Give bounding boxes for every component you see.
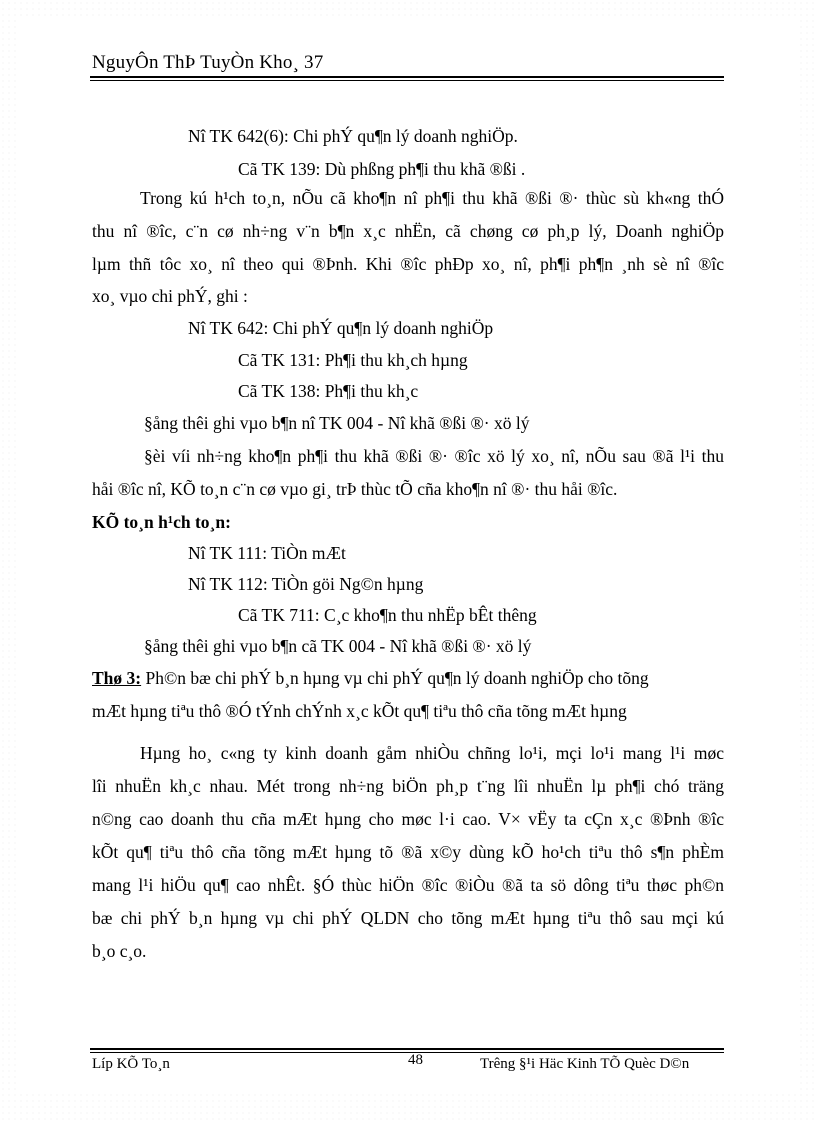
entry-note-004: §ång thêi ghi vµo b¶n nî TK 004 - Nî khã ®ßi ®· xö lý (144, 413, 530, 433)
page-area (18, 18, 798, 1093)
point-3-line (92, 668, 724, 688)
footer-divider-thin (90, 1052, 724, 1053)
paragraph-line: bæ chi phÝ b¸n hµng vµ chi phÝ QLDN cho tõng mÆt hµng tiªu thô sau mçi kú (92, 908, 724, 928)
paragraph-line: kÕt qu¶ tiªu thô cña tõng mÆt hµng tõ ®ã x©y dùng kÕ ho¹ch tiªu thô s¶n phÈm (92, 842, 724, 862)
paragraph-line: lîi nhuËn kh¸c nhau. Mét trong nh÷ng biÖn ph¸p t¨ng lîi nhuËn lµ ph¶i chó träng (92, 776, 724, 796)
header-divider (90, 76, 724, 78)
paragraph-line: xo¸ vµo chi phÝ, ghi : (92, 286, 248, 306)
entry-credit-131: Cã TK 131: Ph¶i thu kh¸ch hµng (238, 350, 468, 370)
entry-debit-642-6: Nî TK 642(6): Chi phÝ qu¶n lý doanh nghiÖp. (188, 126, 518, 146)
paragraph-line: håi ®îc nî, KÕ to¸n c¨n cø vµo gi¸ trÞ thùc tÕ cña kho¶n nî ®· thu håi ®îc. (92, 479, 618, 499)
footer-left: Líp KÕ To¸n (92, 1056, 170, 1072)
point-3-text: Ph©n bæ chi phÝ b¸n hµng vµ chi phÝ qu¶n lý doanh nghiÖp cho tõng (141, 668, 649, 688)
entry-credit-138: Cã TK 138: Ph¶i thu kh¸c (238, 381, 419, 401)
paragraph-line: Trong kú h¹ch to¸n, nÕu cã kho¶n nî ph¶i thu khã ®ßi ®· thùc sù kh«ng thÓ (140, 188, 724, 208)
footer-right: Trêng §¹i Häc Kinh TÕ Quèc D©n (480, 1056, 690, 1072)
entry-note-004-credit: §ång thêi ghi vµo b¶n cã TK 004 - Nî khã ®ßi ®· xö lý (144, 636, 532, 656)
entry-credit-711: Cã TK 711: C¸c kho¶n thu nhËp bÊt thêng (238, 605, 537, 625)
page-header: NguyÔn ThÞ TuyÒn Kho¸ 37 (92, 52, 324, 73)
entry-debit-111: Nî TK 111: TiÒn mÆt (188, 543, 346, 563)
point-3-label: Thø 3: (92, 668, 142, 688)
page-number: 48 (408, 1052, 423, 1068)
paragraph-line: lµm thñ tôc xo¸ nî theo qui ®Þnh. Khi ®îc phÐp xo¸ nî, ph¶i ph¶n ¸nh sè nî ®îc (92, 254, 724, 274)
paragraph-line: mang l¹i hiÖu qu¶ cao nhÊt. §Ó thùc hiÖn ®îc ®iÒu ®ã ta sö dông tiªu thøc ph©n (92, 875, 724, 895)
paragraph-line: Hµng ho¸ c«ng ty kinh doanh gåm nhiÒu chñng lo¹i, mçi lo¹i mang l¹i møc (140, 743, 724, 763)
paragraph-line: b¸o c¸o. (92, 941, 147, 961)
entry-debit-642: Nî TK 642: Chi phÝ qu¶n lý doanh nghiÖp (188, 318, 494, 338)
footer-divider (90, 1048, 724, 1050)
entry-credit-139: Cã TK 139: Dù phßng ph¶i thu khã ®ßi . (238, 159, 526, 179)
entry-debit-112: Nî TK 112: TiÒn göi Ng©n hµng (188, 574, 424, 594)
paragraph-line: n©ng cao doanh thu cña mÆt hµng cho møc l·i cao. V× vËy ta cÇn x¸c ®Þnh ®îc (92, 809, 724, 829)
paragraph-line: thu nî ®îc, c¨n cø nh÷ng v¨n b¶n x¸c nhËn, cã chøng cø ph¸p lý, Doanh nghiÖp (92, 221, 724, 241)
section-heading: KÕ to¸n h¹ch to¸n: (92, 512, 231, 532)
paragraph-line: §èi víi nh÷ng kho¶n ph¶i thu khã ®ßi ®· ®îc xö lý xo¸ nî, nÕu sau ®ã l¹i thu (144, 446, 724, 466)
header-divider-thin (90, 80, 724, 81)
paragraph-line: mÆt hµng tiªu thô ®Ó tÝnh chÝnh x¸c kÕt qu¶ tiªu thô cña tõng mÆt hµng (92, 701, 627, 721)
